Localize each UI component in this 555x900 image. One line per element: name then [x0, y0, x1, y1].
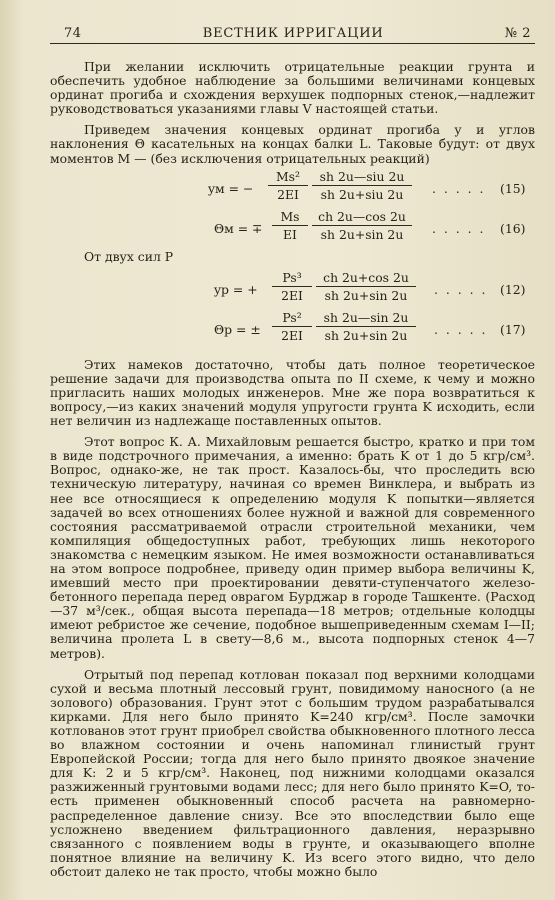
- fraction-hyperbolic: [316, 270, 416, 303]
- journal-title: ВЕСТНИК ИРРИГАЦИИ: [202, 26, 384, 41]
- fraction-numerator: Ms: [272, 209, 308, 226]
- leader-dots: . . . . .: [432, 180, 486, 196]
- formula-15: [50, 169, 535, 207]
- fraction-numerator: sh 2u—sin 2u: [316, 310, 416, 327]
- fraction-denominator: sh 2u+sin 2u: [324, 287, 408, 303]
- equation-number: (12): [500, 281, 526, 297]
- fraction-numerator: Ps²: [272, 310, 312, 327]
- formula-17: [50, 310, 535, 348]
- fraction-coefficient: [268, 169, 308, 202]
- issue-number: № 2: [504, 26, 531, 41]
- fraction-denominator: 2EI: [281, 287, 303, 303]
- fraction-coefficient: [272, 270, 312, 303]
- fraction-denominator: sh 2u+siu 2u: [320, 186, 404, 202]
- fraction-hyperbolic: [316, 310, 416, 343]
- leader-dots: . . . . .: [432, 220, 486, 236]
- formula-lhs: yм = −: [208, 180, 254, 196]
- fraction-hyperbolic: [312, 209, 412, 242]
- running-header: [50, 26, 535, 44]
- leader-dots: . . . . .: [434, 321, 488, 337]
- paragraph-2: Приведем значения концевых ординат прогиба y и углов наклонения Θ касательных на концах балки L. Таковые будут: от двух моментов M — (без исключения отрицательных реакций): [50, 122, 535, 166]
- fraction-numerator: ch 2u—cos 2u: [312, 209, 412, 226]
- fraction-numerator: sh 2u—siu 2u: [312, 169, 412, 186]
- formula-16: [50, 209, 535, 247]
- fraction-numerator: Ms²: [268, 169, 308, 186]
- formula-lhs: Θp = ±: [214, 321, 261, 337]
- fraction-coefficient: [272, 310, 312, 343]
- fraction-coefficient: [272, 209, 308, 242]
- forces-intro: От двух сил P: [84, 248, 174, 264]
- fraction-hyperbolic: [312, 169, 412, 202]
- fraction-denominator: EI: [283, 226, 297, 242]
- equation-number: (17): [500, 321, 526, 337]
- paragraph-3: Этих намеков достаточно, чтобы дать полное теоретическое решение задачи для производства опыта по II схеме, к чему и можно пригласить наших молодых инженеров. Мне же пора возвратиться к вопросу,—из каких значений модуля упругости грунта K исходить, если нет величин из надлежаще поставленных опытов.: [50, 356, 535, 429]
- fraction-numerator: Ps³: [272, 270, 312, 287]
- formula-lhs: Θм = ∓: [214, 220, 263, 236]
- paragraph-1: При желании исключить отрицательные реакции грунта и обеспечить удобное наблюдение за большими величинами концевых ординат прогиба и схождения верхушек подпорных стенок,—надлежит руководствоваться указаниями главы V настоящей статьи.: [50, 59, 535, 117]
- equation-number: (16): [500, 220, 526, 236]
- formula-lhs: yp = +: [214, 281, 258, 297]
- fraction-denominator: sh 2u+sin 2u: [320, 226, 404, 242]
- page-number: 74: [64, 26, 82, 41]
- formula-12: [50, 270, 535, 308]
- fraction-denominator: sh 2u+sin 2u: [324, 327, 408, 343]
- leader-dots: . . . . .: [434, 281, 488, 297]
- paragraph-5: Отрытый под перепад котлован показал под верхними колодцами сухой и весьма плотный лессовый грунт, повидимому наносного (а не золового) образования. Грунт этот с большим трудом разрабатывался кирками. Для него было принято K=240 кгр/см³. После замочки котлованов этот грунт приобрел свойства обыкновенного плотного лесса во влажном состоянии и очень напоминал глинистый грунт Европейской России; тогда для него было принято двоякое значение для K: 2 и 5 кгр/см³. Наконец, под нижними колодцами оказался разжиженный грунтовыми водами лесс; для него было принято K=O, то-есть применен обыкновенный способ расчета на равномерно-распределенное давление снизу. Все это впоследствии было еще усложнено введением фильтрационного давления, неразрывно связанного с появлением воды в грунте, и оказывающего вполне понятное влияние на величину K. Из всего этого видно, что дело обстоит далеко не так просто, чтобы можно было: [50, 666, 535, 879]
- fraction-numerator: ch 2u+cos 2u: [316, 270, 416, 287]
- fraction-denominator: 2EI: [277, 186, 299, 202]
- fraction-denominator: 2EI: [281, 327, 303, 343]
- equation-number: (15): [500, 180, 526, 196]
- paragraph-4: Этот вопрос К. А. Михайловым решается быстро, кратко и при том в виде подстрочного примечания, а именно: брать K от 1 до 5 кгр/см³. Вопрос, однако-же, не так прост. Казалось-бы, что проследить всю техническую литературу, начиная со времен Винклера, и выбрать из нее все относящиеся к определению модуля K попытки—является задачей во всех отношениях более нужной и важной для современного состояния рассматриваемой отрасли строительной механики, чем компиляция общедоступных работ, требующих лишь некоторого знакомства с немецким языком. Не имея возможности останавливаться на этом вопросе подробнее, приведу один пример выбора величины K, имевший место при проектировании девяти-ступенчатого железо-бетонного перепада перед оврагом Бурджар в городе Ташкенте. (Расход—37 м³/сек., общая высота перепада—18 метров; отдельные колодцы имеют ребристое же сечение, подобное вышеприведенным схемам I—II; величина пролета L в свету—8,6 м., высота подпорных стенок 4—7 метров).: [50, 434, 535, 661]
